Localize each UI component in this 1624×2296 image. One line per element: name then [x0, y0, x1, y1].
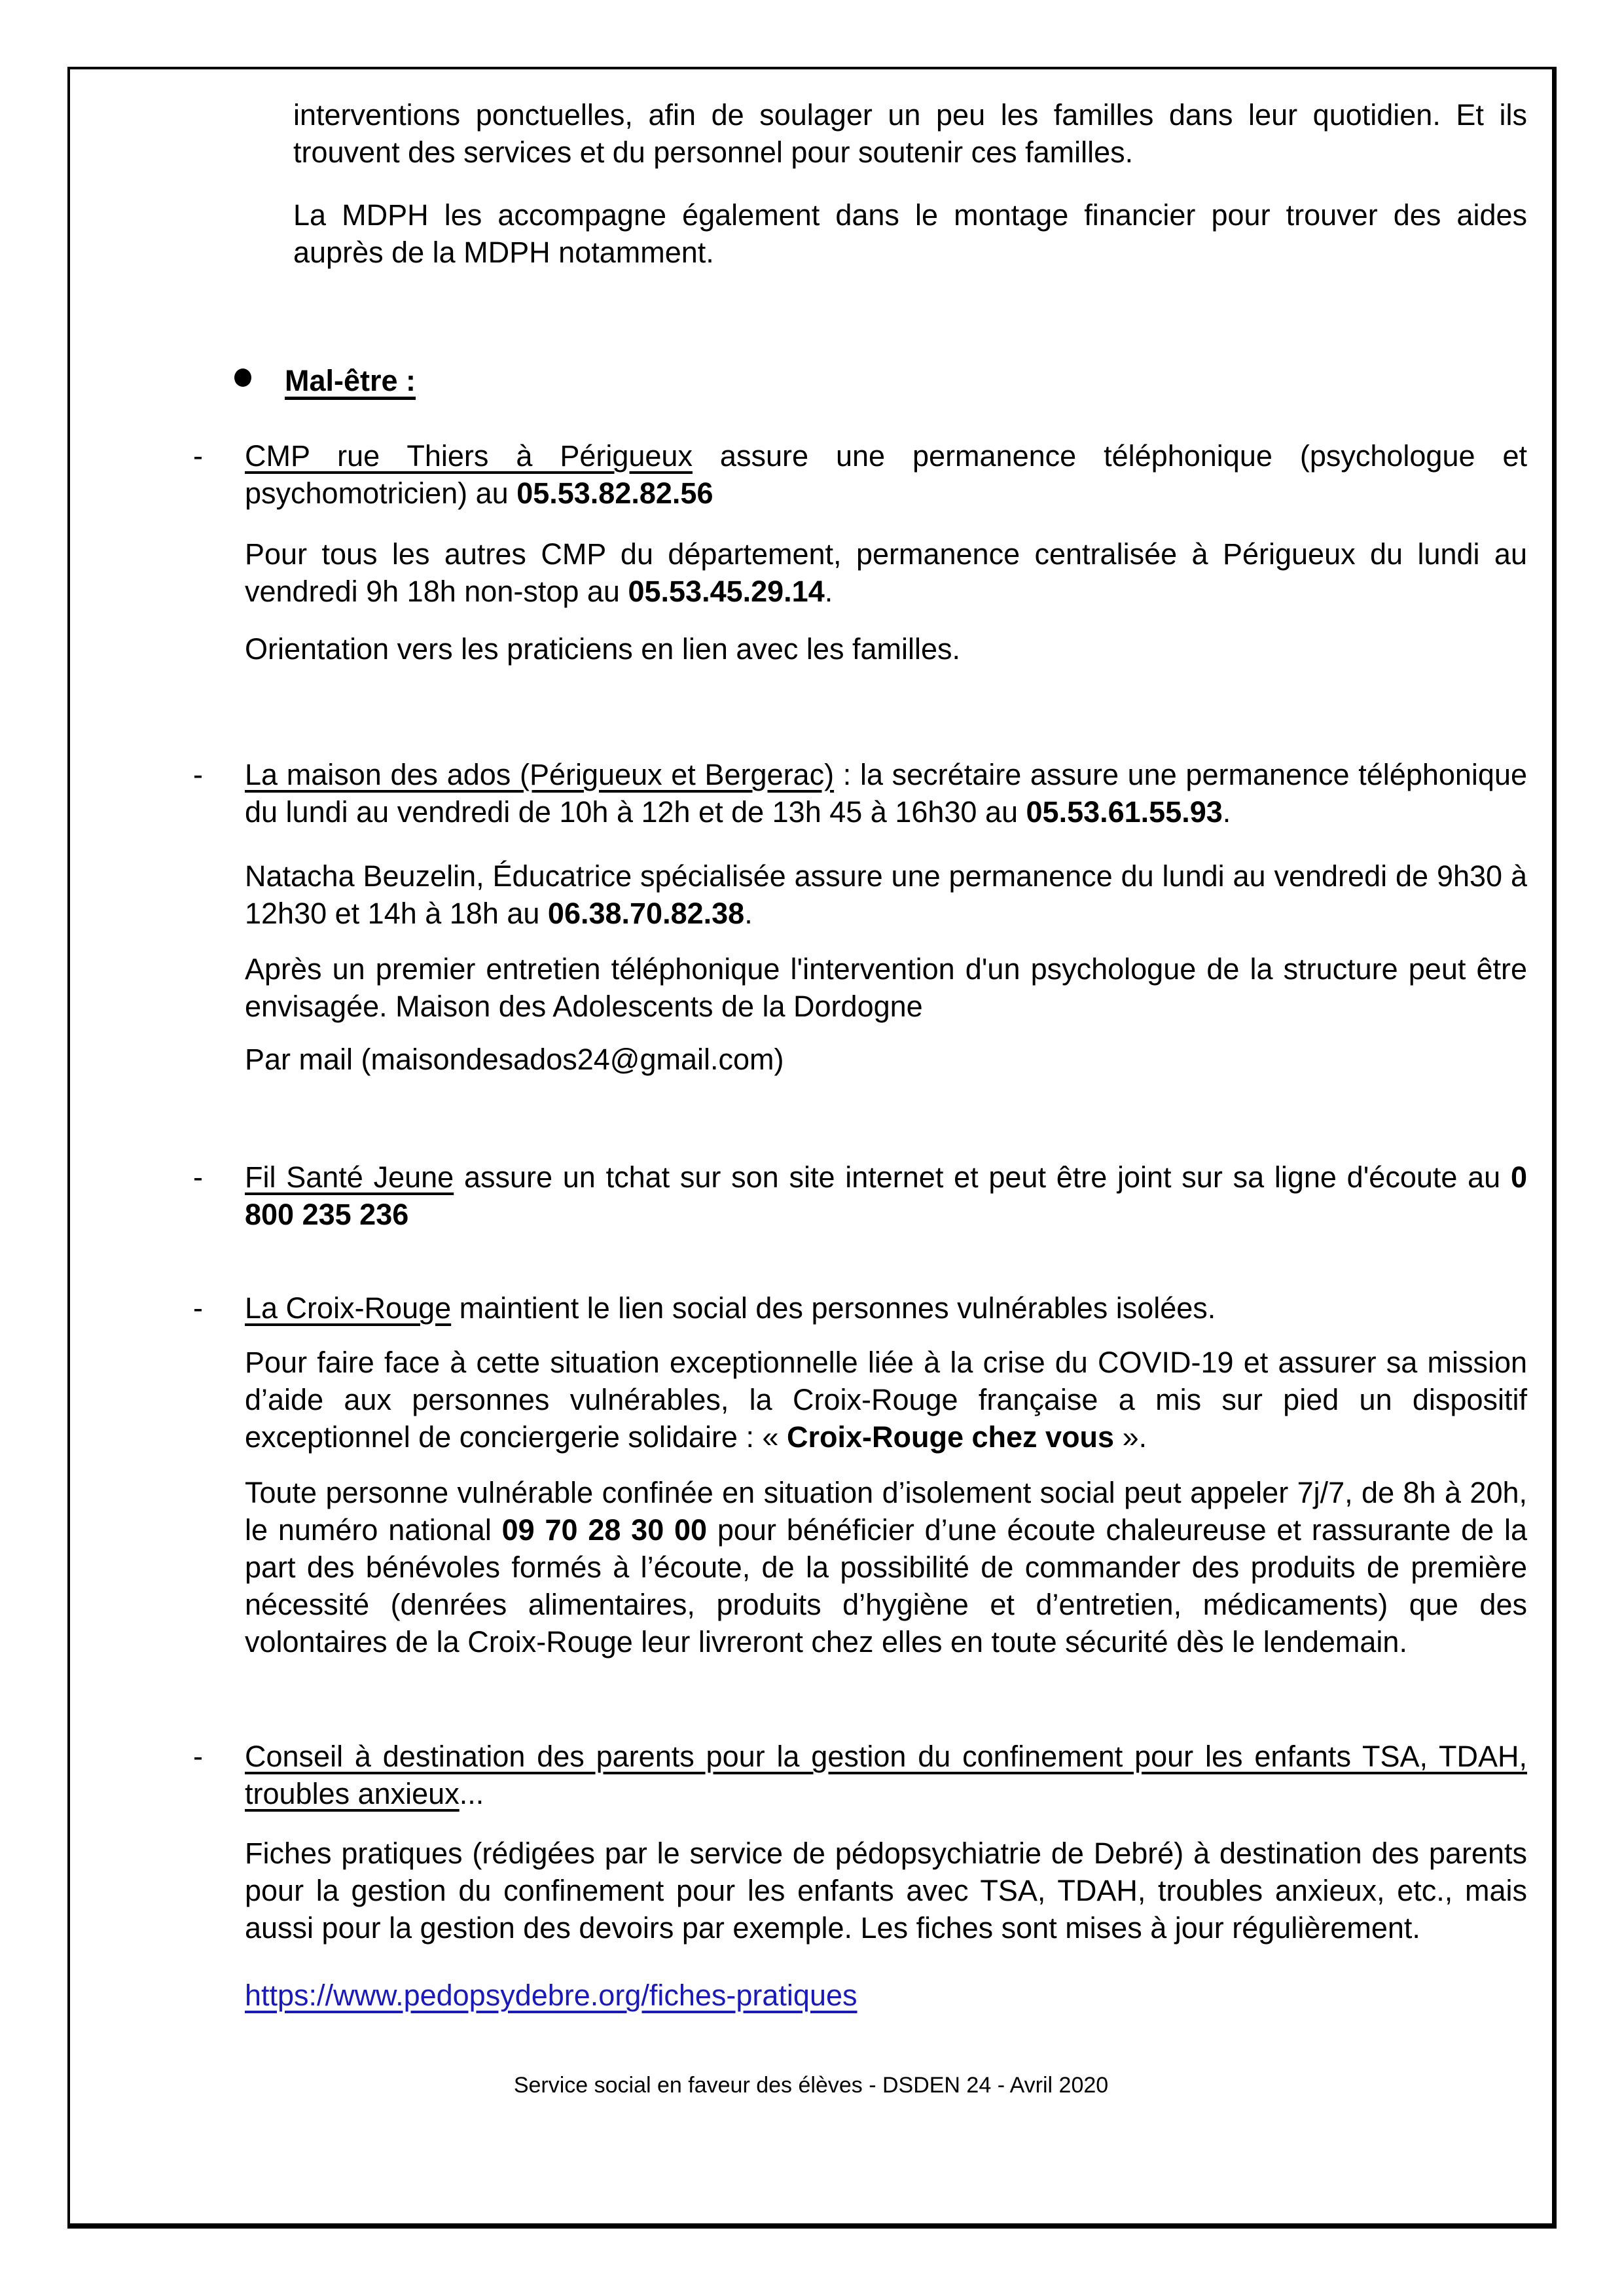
dispositif-text-1: Pour faire face à cette situation exceptionnelle liée à la crise du COVID-19 et assurer sa mission d’aide aux personnes vulnérables, la Croix-Rouge française a mis sur pied un dispositif exceptionnel de conciergerie solidaire : «	[245, 1346, 1527, 1454]
fil-sante-lead-underlined: Fil Santé Jeune	[245, 1160, 454, 1194]
maison-paragraph-educatrice	[245, 857, 1527, 932]
link-paragraph	[245, 1977, 1527, 2014]
numero-national-text-2: pour bénéficier d’une écoute chaleureuse et rassurante de la part des bénévoles formés à l’écoute, de la possibilité de commander des produits de première nécessité (denrées alimentaires, produits d’hygiène et d’entretien, médicaments) que des volontaires de la Croix-Rouge leur livreront chez elles en toute sécurité dès le lendemain.	[245, 1513, 1528, 1659]
section-heading-label: Mal-être :	[285, 364, 416, 397]
dispositif-bold-name: Croix-Rouge chez vous	[787, 1420, 1115, 1454]
pedopsydebre-link[interactable]: https://www.pedopsydebre.org/fiches-pratiques	[245, 1979, 857, 2012]
maison-phone-number: 05.53.61.55.93	[1026, 795, 1223, 829]
cmp-phone-number: 05.53.82.82.56	[516, 476, 713, 510]
dash-bullet: -	[193, 1740, 203, 1773]
dash-bullet: -	[193, 439, 203, 473]
numero-national-text-1: Toute personne vulnérable confinée en situation d’isolement social peut appeler 7j/7, de 8h à 20h, le numéro national	[245, 1476, 1527, 1547]
filled-circle-bullet-icon	[234, 368, 251, 387]
fil-sante-text: assure un tchat sur son site internet et peut être joint sur sa ligne d'écoute au	[454, 1160, 1511, 1194]
dash-bullet: -	[193, 1160, 203, 1194]
cmp-text: assure une permanence téléphonique (psychologue et psychomotricien) au	[245, 439, 1528, 510]
cmp-permanence-text: Pour tous les autres CMP du département, permanence centralisée à Périgueux du lundi au vendredi 9h 18h non-stop au	[245, 537, 1527, 608]
list-item-cmp	[193, 437, 1527, 512]
intro-paragraph-2: La MDPH les accompagne également dans le montage financier pour trouver des aides auprès de la MDPH notamment.	[293, 198, 1527, 269]
maison-paragraph-mail: Par mail (maisondesados24@gmail.com)	[245, 1043, 784, 1076]
educatrice-phone-number: 06.38.70.82.38	[547, 897, 745, 930]
cmp-lead-underlined: CMP rue Thiers à Périgueux	[245, 439, 693, 473]
page-border-frame	[67, 67, 1557, 2229]
dash-bullet: -	[193, 1291, 203, 1325]
cmp-paragraph-permanence	[245, 535, 1527, 610]
list-item-fil-sante-jeune	[193, 1158, 1527, 1233]
conseil-ellipsis: ...	[459, 1777, 484, 1810]
educatrice-period: .	[744, 897, 753, 930]
maison-text: : la secrétaire assure une permanence téléphonique du lundi au vendredi de 10h à 12h et de 13h 45 à 16h30 au	[245, 758, 1527, 829]
cmp-permanence-period: .	[824, 575, 833, 608]
maison-lead-underlined: La maison des ados (Périgueux et Bergerac)	[245, 758, 835, 791]
section-heading-mal-etre	[234, 362, 1527, 399]
document-content	[70, 96, 1552, 2250]
dispositif-text-2: ».	[1114, 1420, 1147, 1454]
conseil-paragraph-fiches-pratiques: Fiches pratiques (rédigées par le service de pédopsychiatrie de Debré) à destination des parents pour la gestion du confinement pour les enfants avec TSA, TDAH, troubles anxieux, etc., mais aussi pour la gestion des devoirs par exemple. Les fiches sont mises à jour régulièrement.	[245, 1837, 1527, 1945]
intro-paragraph-1: interventions ponctuelles, afin de soulager un peu les familles dans leur quotidien. Et ils trouvent des services et du personnel pour soutenir ces familles.	[293, 98, 1527, 169]
maison-paragraph-psychologue: Après un premier entretien téléphonique l'intervention d'un psychologue de la structure peut être envisagée. Maison des Adolescents de la Dordogne	[245, 952, 1527, 1023]
numero-national-phone-number: 09 70 28 30 00	[501, 1513, 708, 1547]
croix-rouge-paragraph-dispositif	[245, 1344, 1527, 1456]
page-footer: Service social en faveur des élèves - DSDEN 24 - Avril 2020	[513, 2073, 1109, 2098]
croix-rouge-text: maintient le lien social des personnes vulnérables isolées.	[451, 1291, 1216, 1325]
maison-period: .	[1222, 795, 1231, 829]
croix-rouge-lead-underlined: La Croix-Rouge	[245, 1291, 452, 1325]
dash-bullet: -	[193, 758, 203, 791]
list-item-conseil-parents	[193, 1738, 1527, 1812]
cmp-paragraph-orientation: Orientation vers les praticiens en lien avec les familles.	[245, 632, 960, 666]
list-item-maison-des-ados	[193, 756, 1527, 831]
croix-rouge-paragraph-numero-national	[245, 1474, 1527, 1660]
cmp-central-phone-number: 05.53.45.29.14	[628, 575, 825, 608]
educatrice-text: Natacha Beuzelin, Éducatrice spécialisée assure une permanence du lundi au vendredi de 9h30 à 12h30 et 14h à 18h au	[245, 859, 1527, 930]
fil-sante-phone-number: 0 800 235 236	[245, 1160, 1527, 1231]
conseil-lead-underlined: Conseil à destination des parents pour la gestion du confinement pour les enfants TSA, TDAH, troubles anxieux	[245, 1740, 1527, 1810]
list-item-croix-rouge	[193, 1289, 1527, 1327]
